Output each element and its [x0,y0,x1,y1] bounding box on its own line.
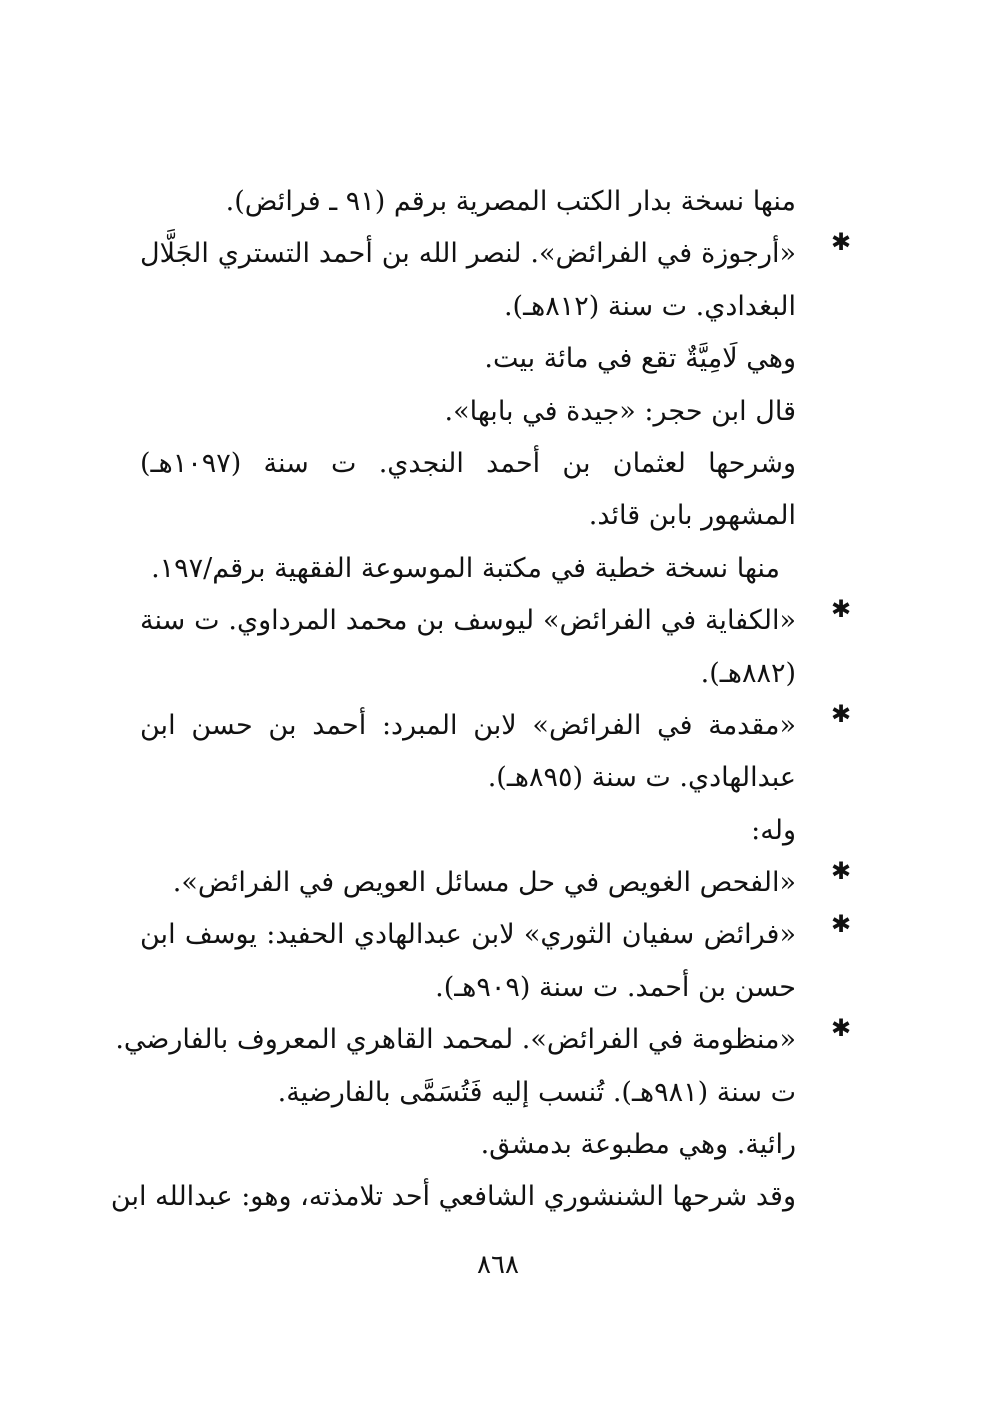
asterisk-bullet-icon: ✱ [830,595,852,624]
text-line [140,490,796,542]
asterisk-bullet-icon: ✱ [830,700,852,728]
text-line-content: قال ابن حجر: «جيدة في بابها». [444,395,796,427]
text-line-content: رائية. وهي مطبوعة بدمشق. [480,1129,796,1161]
text-line-content: «مقدمة في الفرائض» لابن المبرد: أحمد بن حسن ابن [140,709,796,741]
text-line [140,543,780,595]
text-line [140,752,796,804]
text-line [110,1171,796,1223]
asterisk-bullet-icon: ✱ [830,1014,852,1043]
text-line-content: «الفحص الغويص في حل مسائل العويص في الفرائض». [172,867,796,899]
text-line-content: «فرائض سفيان الثوري» لابن عبدالهادي الحفيد: يوسف ابن [140,919,796,951]
text-line [115,1014,796,1066]
text-line-content: حسن بن أحمد. ت سنة (٩٠٩هـ). [435,971,796,1003]
text-line [140,648,796,700]
text-line [140,1119,796,1171]
text-line [140,281,796,333]
text-line [140,228,796,280]
text-line [140,962,796,1014]
asterisk-bullet-icon: ✱ [830,857,852,886]
text-line-content: (٨٨٢هـ). [700,657,796,689]
text-line [140,595,796,647]
text-line [140,700,796,752]
text-line [140,176,796,228]
text-line-content: وقد شرحها الشنشوري الشافعي أحد تلامذته، وهو: عبدالله ابن [110,1181,796,1213]
text-line-content: «منظومة في الفرائض». لمحمد القاهري المعروف بالفارضي. [115,1024,796,1056]
text-line-content: ت سنة (٩٨١هـ). تُنسب إليه فَتُسَمَّى بالفارضية. [277,1076,796,1108]
text-line-content: المشهور بابن قائد. [588,500,796,532]
text-line [140,805,796,857]
page-number: ٨٦٨ [477,1250,519,1280]
page-body-text [110,176,856,1224]
text-line-content: «أرجوزة في الفرائض». لنصر الله بن أحمد التستري الجَلَّال [140,238,796,270]
text-line-content: وله: [751,814,796,846]
text-line [140,909,796,961]
text-line-content: وهي لَامِيَّةٌ تقع في مائة بيت. [484,343,796,375]
text-line [140,857,796,909]
text-line [140,438,796,490]
text-line [140,386,796,438]
text-line-content: البغدادي. ت سنة (٨١٢هـ). [503,290,796,322]
text-line-content: منها نسخة بدار الكتب المصرية برقم (٩١ ـ فرائض). [225,186,796,217]
text-line-content: منها نسخة خطية في مكتبة الموسوعة الفقهية برقم/١٩٧. [151,552,780,584]
text-line [140,333,796,385]
text-line-content: وشرحها لعثمان بن أحمد النجدي. ت سنة (١٠٩٧هـ) [140,447,796,479]
text-line-content: عبدالهادي. ت سنة (٨٩٥هـ). [487,762,796,794]
asterisk-bullet-icon: ✱ [830,228,852,257]
text-line [140,1067,796,1119]
text-line-content: «الكفاية في الفرائض» ليوسف بن محمد المرداوي. ت سنة [140,605,796,637]
asterisk-bullet-icon: ✱ [830,909,852,938]
